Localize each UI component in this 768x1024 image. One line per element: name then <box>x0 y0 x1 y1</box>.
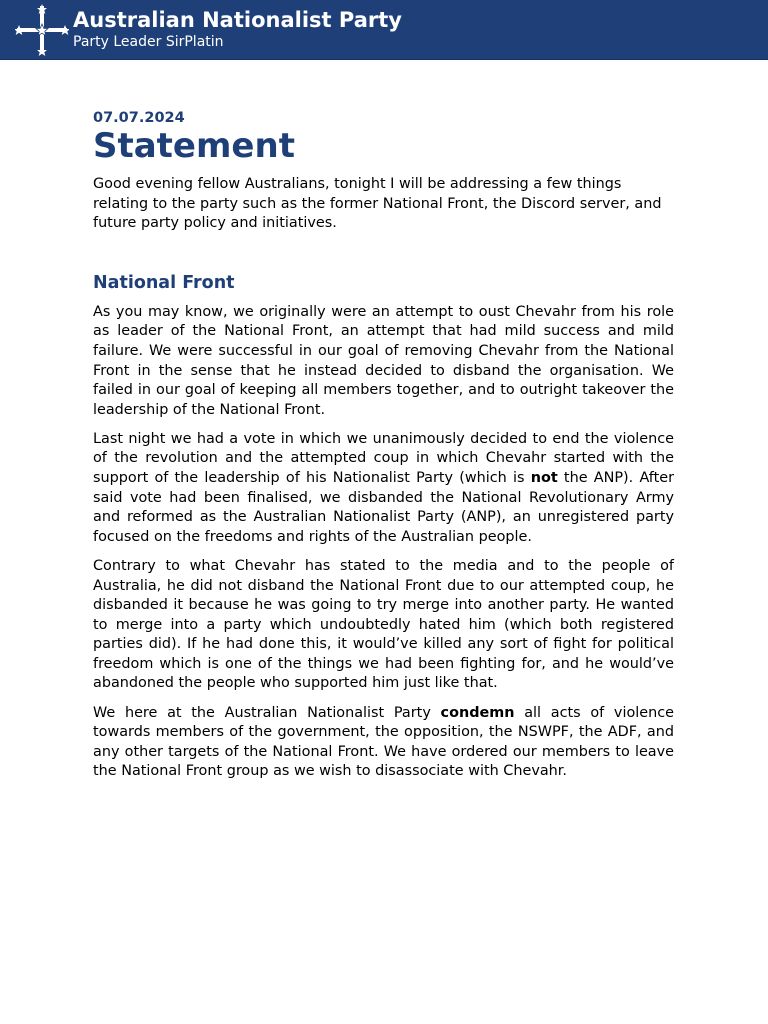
section-heading: National Front <box>93 272 235 293</box>
eureka-cross-icon <box>15 4 69 56</box>
paragraph-1: As you may know, we originally were an attempt to oust Chevahr from his role as leader of the National Front, an attempt that had mild success and mild failure. We were successful in our goal of removing Chevahr from the National Front in the sense that he instead decided to disband the organisation. We failed in our goal of keeping all members together, and to outright takeover the leadership of the National Front. <box>93 303 674 418</box>
paragraph-2 <box>93 430 674 548</box>
party-leader: Party Leader SirPlatin <box>73 34 224 50</box>
paragraph-4-emphasis: condemn <box>440 704 515 721</box>
header-banner <box>0 0 768 60</box>
paragraph-2-text-b: the ANP). After said vote had been finalised, we disbanded the National Revolutionary Army and reformed as the Australian Nationalist Party (ANP), an unregistered party focused on the freedoms and rights of the Australian people. <box>93 470 674 545</box>
paragraph-4 <box>93 704 674 782</box>
paragraph-3: Contrary to what Chevahr has stated to the media and to the people of Australia, he did not disband the National Front due to our attempted coup, he disbanded it because he was going to try merge into another party. He wanted to merge into a party which undoubtedly hated him (which both registered parties did). If he had done this, it would’ve killed any sort of fight for political freedom which is one of the things we had been fighting for, and he would’ve abandoned the people who supported him just like that. <box>93 557 674 692</box>
statement-date: 07.07.2024 <box>93 110 185 126</box>
paragraph-2-emphasis: not <box>530 470 558 487</box>
statement-title: Statement <box>93 126 295 166</box>
statement-body <box>93 108 674 791</box>
paragraph-2-text-a: Last night we had a vote in which we unanimously decided to end the violence of the revolution and the attempted coup in which Chevahr started with the support of the leadership of his Nationalist Party (which is <box>93 430 674 487</box>
intro-paragraph: Good evening fellow Australians, tonight I will be addressing a few things relating to the party such as the former National Front, the Discord server, and future party policy and initiatives. <box>93 176 662 232</box>
paragraph-4-text-a: We here at the Australian Nationalist Party <box>93 704 441 721</box>
org-name: Australian Nationalist Party <box>73 8 402 32</box>
paragraph-4-text-b: all acts of violence towards members of the government, the opposition, the NSWPF, the ADF, and any other targets of the National Front. We have ordered our members to leave the National Front group as we wish to disassociate with Chevahr. <box>93 704 674 780</box>
